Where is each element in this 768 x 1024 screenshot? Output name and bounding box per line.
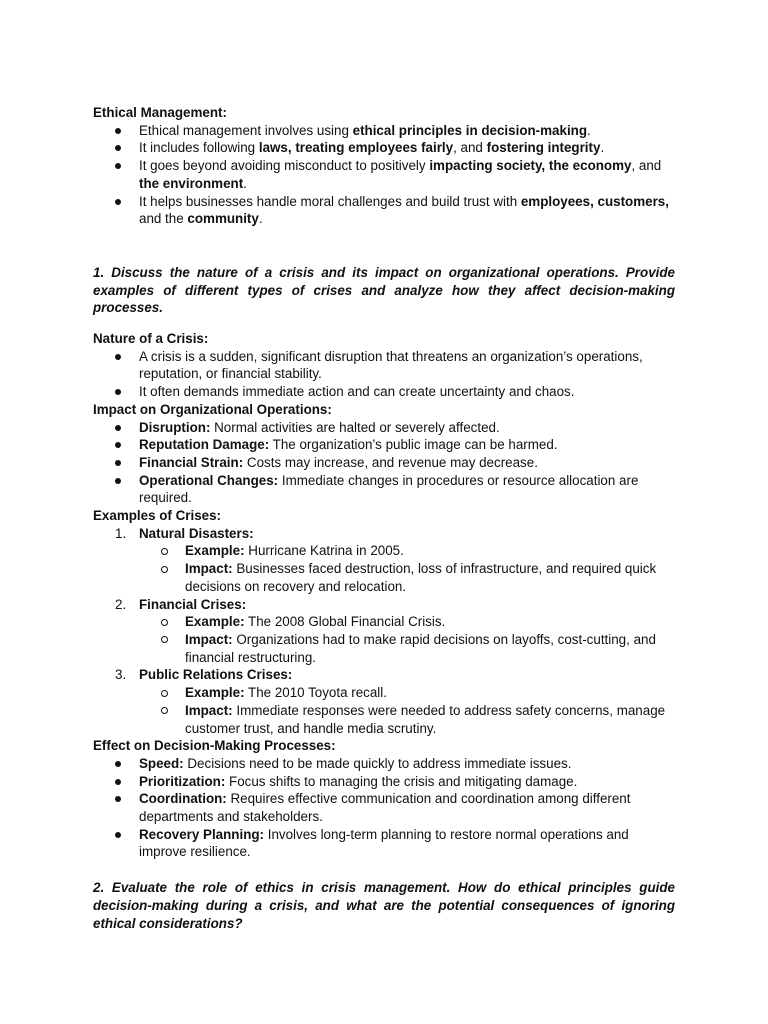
list-item: Recovery Planning: Involves long-term planning to restore normal operations and improve resilience. — [93, 826, 675, 861]
bullet-icon — [115, 796, 121, 802]
sub-list-item: Example: The 2008 Global Financial Crisis. — [93, 613, 675, 631]
section-heading-nature: Nature of a Crisis: — [93, 331, 209, 347]
list-item: Prioritization: Focus shifts to managing the crisis and mitigating damage. — [93, 773, 675, 791]
list-item: Coordination: Requires effective communication and coordination among different departments and stakeholders. — [93, 790, 675, 825]
bullet-icon — [115, 425, 121, 431]
sub-list-item: Impact: Immediate responses were needed to address safety concerns, manage customer trust, and handle media scrutiny. — [93, 702, 675, 737]
list-item: Speed: Decisions need to be made quickly to address immediate issues. — [93, 755, 675, 773]
bullet-icon — [115, 478, 121, 484]
list-item: Operational Changes: Immediate changes in procedures or resource allocation are required. — [93, 472, 675, 507]
circle-bullet-icon — [161, 566, 168, 573]
section-heading-ethical-management: Ethical Management: — [93, 105, 227, 120]
document-page — [93, 104, 675, 932]
bullet-icon — [115, 460, 121, 466]
question-1-heading: 1. Discuss the nature of a crisis and its impact on organizational operations. Provide examples of different types of crises and analyze how they affect decision-making processes. — [93, 264, 675, 316]
bullet-icon — [115, 199, 121, 205]
question-2-heading: 2. Evaluate the role of ethics in crisis management. How do ethical principles guide decision-making during a crisis, and what are the potential consequences of ignoring ethical considerations? — [93, 880, 675, 931]
list-item: Ethical management involves using ethical principles in decision-making. — [93, 122, 675, 140]
circle-bullet-icon — [161, 548, 168, 555]
bullet-icon — [115, 145, 121, 151]
bullet-icon — [115, 128, 121, 134]
list-item: It helps businesses handle moral challenges and build trust with employees, customers, and the community. — [93, 193, 675, 228]
section-heading-impact: Impact on Organizational Operations: — [93, 401, 332, 417]
sub-list-item: Impact: Organizations had to make rapid decisions on layoffs, cost-cutting, and financial restructuring. — [93, 631, 675, 666]
section-heading-examples: Examples of Crises: — [93, 508, 222, 524]
circle-bullet-icon — [161, 619, 168, 626]
list-item: Financial Strain: Costs may increase, and revenue may decrease. — [93, 454, 675, 472]
numbered-item: 1. Natural Disasters: — [115, 525, 254, 541]
list-item: It goes beyond avoiding misconduct to positively impacting society, the economy, and the environment. — [93, 157, 675, 192]
circle-bullet-icon — [161, 707, 168, 714]
circle-bullet-icon — [161, 690, 168, 697]
bullet-icon — [115, 389, 121, 395]
bullet-icon — [115, 442, 121, 448]
list-item: It includes following laws, treating employees fairly, and fostering integrity. — [93, 139, 675, 157]
numbered-item: 3. Public Relations Crises: — [115, 667, 293, 683]
bullet-icon — [115, 354, 121, 360]
bullet-icon — [115, 832, 121, 838]
bullet-icon — [115, 779, 121, 785]
section-heading-effect: Effect on Decision-Making Processes: — [93, 738, 336, 754]
bullet-icon — [115, 163, 121, 169]
list-item: A crisis is a sudden, significant disruption that threatens an organization’s operations, reputation, or financial stability. — [93, 348, 675, 383]
list-item: Reputation Damage: The organization’s public image can be harmed. — [93, 436, 675, 454]
circle-bullet-icon — [161, 636, 168, 643]
list-item: It often demands immediate action and can create uncertainty and chaos. — [93, 383, 675, 401]
sub-list-item: Example: Hurricane Katrina in 2005. — [93, 542, 675, 560]
bullet-icon — [115, 761, 121, 767]
list-item: Disruption: Normal activities are halted or severely affected. — [93, 419, 675, 437]
numbered-item: 2. Financial Crises: — [115, 596, 247, 612]
sub-list-item: Impact: Businesses faced destruction, loss of infrastructure, and required quick decisions on recovery and relocation. — [93, 560, 675, 595]
sub-list-item: Example: The 2010 Toyota recall. — [93, 684, 675, 702]
